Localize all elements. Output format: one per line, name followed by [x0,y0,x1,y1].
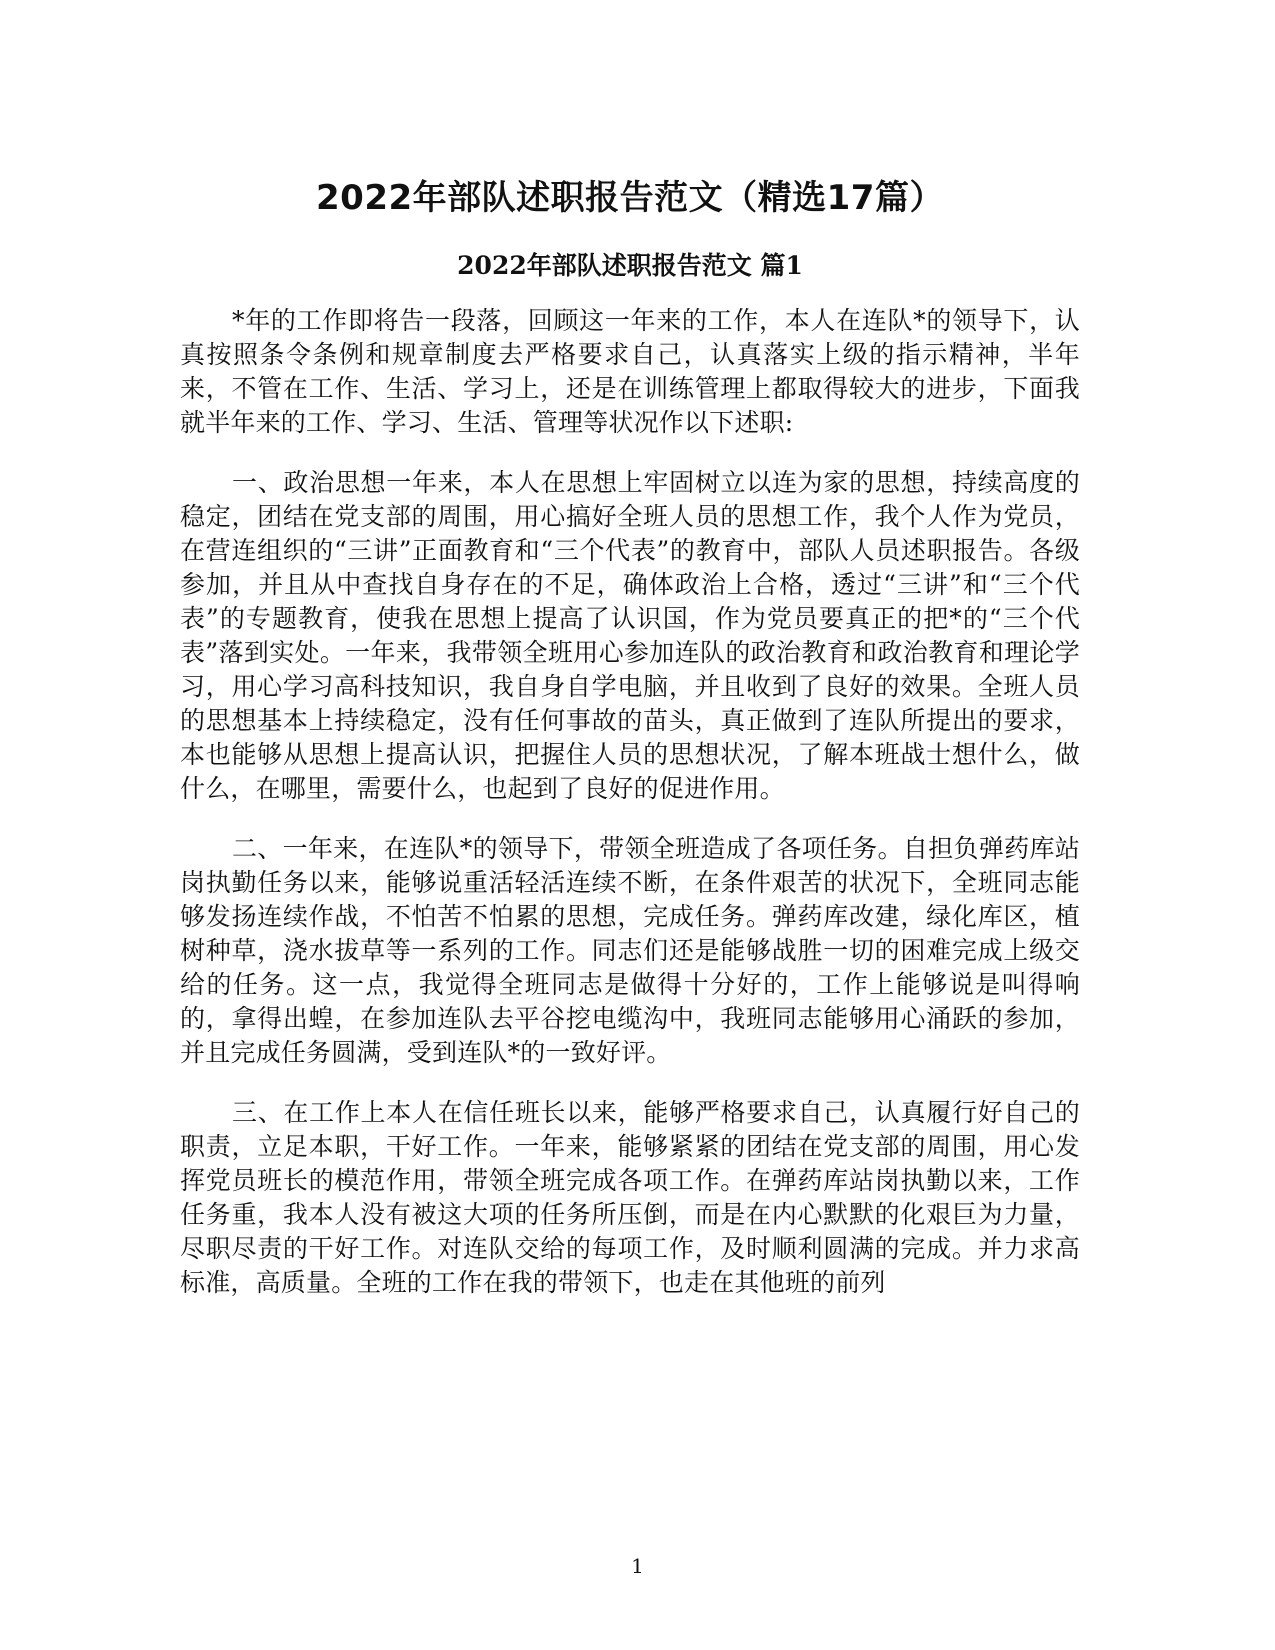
section-title: 2022年部队述职报告范文 篇1 [457,251,803,280]
paragraph-intro: *年的工作即将告一段落，回顾这一年来的工作，本人在连队*的领导下，认真按照条令条例和规章制度去严格要求自己，认真落实上级的指示精神，半年来，不管在工作、生活、学习上，还是在训练管理上都取得较大的进步，下面我就半年来的工作、学习、生活、管理等状况作以下述职: [180,306,1080,437]
paragraph-political-thought: 一、政治思想一年来，本人在思想上牢固树立以连为家的思想，持续高度的稳定，团结在党支部的周围，用心搞好全班人员的思想工作，我个人作为党员，在营连组织的“三讲”正面教育和“三个代表”的教育中，部队人员述职报告。各级参加，并且从中查找自身存在的不足，确体政治上合格，透过“三讲”和“三个代表”的专题教育，使我在思想上提高了认识国，作为党员要真正的把*的“三个代表”落到实处。一年来，我带领全班用心参加连队的政治教育和政治教育和理论学习，用心学习高科技知识，我自身自学电脑，并且收到了良好的效果。全班人员的思想基本上持续稳定，没有任何事故的苗头，真正做到了连队所提出的要求，本也能够从思想上提高认识，把握住人员的思想状况，了解本班战士想什么，做什么，在哪里，需要什么，也起到了良好的促进作用。 [180,468,1080,803]
page-number: 1 [631,1554,644,1578]
paragraph-work: 三、在工作上本人在信任班长以来，能够严格要求自己，认真履行好自己的职责，立足本职，干好工作。一年来，能够紧紧的团结在党支部的周围，用心发挥党员班长的模范作用，带领全班完成各项工作。在弹药库站岗执勤以来，工作任务重，我本人没有被这大项的任务所压倒，而是在内心默默的化艰巨为力量，尽职尽责的干好工作。对连队交给的每项工作，及时顺利圆满的完成。并力求高标准，高质量。全班的工作在我的带领下，也走在其他班的前列 [180,1098,1080,1297]
document-title: 2022年部队述职报告范文（精选17篇） [316,178,944,218]
document-body [180,176,1080,1326]
paragraph-tasks: 二、一年来，在连队*的领导下，带领全班造成了各项任务。自担负弹药库站岗执勤任务以来，能够说重活轻活连续不断，在条件艰苦的状况下，全班同志能够发扬连续作战，不怕苦不怕累的思想，完成任务。弹药库改建，绿化库区，植树种草，浇水拔草等一系列的工作。同志们还是能够战胜一切的困难完成上级交给的任务。这一点，我觉得全班同志是做得十分好的，工作上能够说是叫得响的，拿得出蝗，在参加连队去平谷挖电缆沟中，我班同志能够用心涌跃的参加，并且完成任务圆满，受到连队*的一致好评。 [180,834,1080,1067]
